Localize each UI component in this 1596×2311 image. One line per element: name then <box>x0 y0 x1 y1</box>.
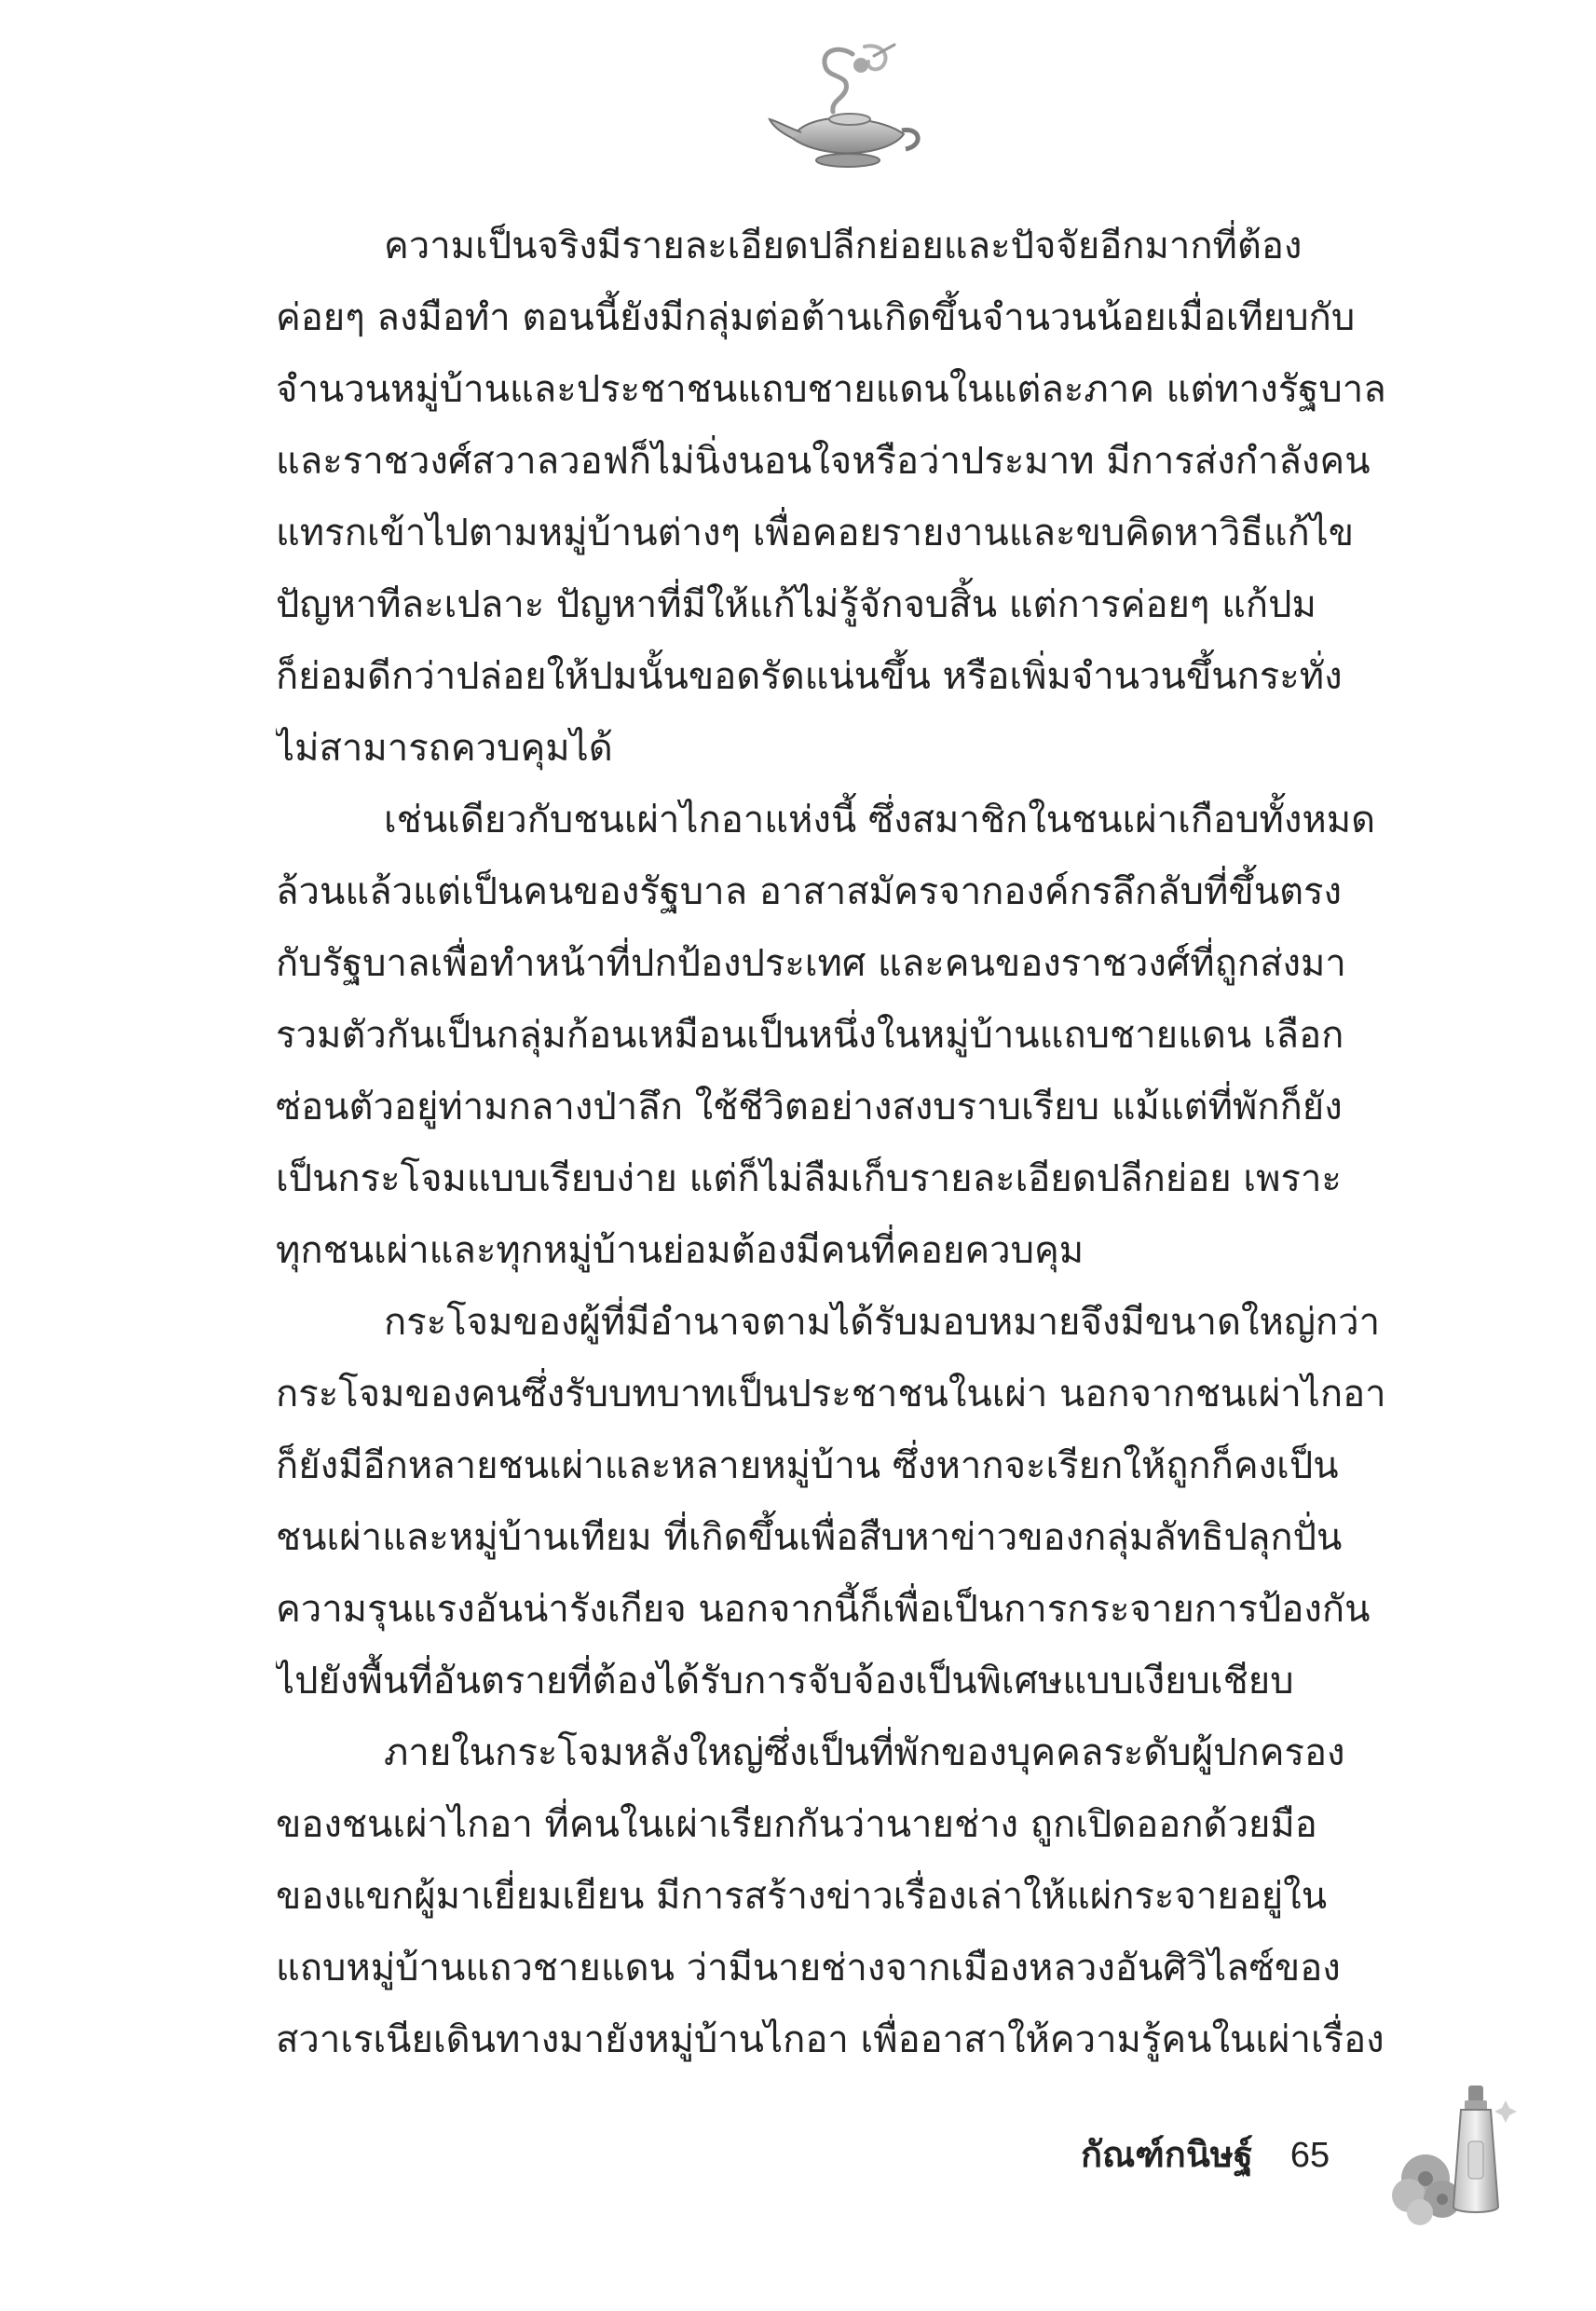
text-line: ทุกชนเผ่าและทุกหมู่บ้านย่อมต้องมีคนที่คอยควบคุม <box>276 1229 1084 1272</box>
text-line: ชนเผ่าและหมู่บ้านเทียม ที่เกิดขึ้นเพื่อสืบหาข่าวของกลุ่มลัทธิปลุกปั่น <box>276 1516 1343 1559</box>
text-line: ความเป็นจริงมีรายละเอียดปลีกย่อยและปัจจัยอีกมากที่ต้อง <box>384 225 1303 267</box>
text-line: กระโจมของผู้ที่มีอำนาจตามได้รับมอบหมายจึงมีขนาดใหญ่กว่า <box>384 1301 1381 1344</box>
text-line: ก็ย่อมดีกว่าปล่อยให้ปมนั้นขอดรัดแน่นขึ้น หรือเพิ่มจำนวนขึ้นกระทั่ง <box>276 655 1343 698</box>
text-line: ของชนเผ่าไกอา ที่คนในเผ่าเรียกกันว่านายช่าง ถูกเปิดออกด้วยมือ <box>276 1803 1317 1846</box>
text-line: ความรุนแรงอันน่ารังเกียจ นอกจากนี้ก็เพื่อเป็นการกระจายการป้องกัน <box>276 1588 1371 1631</box>
genie-lamp-icon <box>764 37 932 177</box>
text-line: ภายในกระโจมหลังใหญ่ซึ่งเป็นที่พักของบุคคลระดับผู้ปกครอง <box>384 1731 1345 1774</box>
text-line: ค่อยๆ ลงมือทำ ตอนนี้ยังมีกลุ่มต่อต้านเกิดขึ้นจำนวนน้อยเมื่อเทียบกับ <box>276 296 1356 339</box>
text-line: ไม่สามารถควบคุมได้ <box>276 727 613 770</box>
text-line: แทรกเข้าไปตามหมู่บ้านต่างๆ เพื่อคอยรายงานและขบคิดหาวิธีแก้ไข <box>276 512 1355 554</box>
text-line: กระโจมของคนซึ่งรับบทบาทเป็นประชาชนในเผ่า นอกจากชนเผ่าไกอา <box>276 1373 1386 1415</box>
text-line: และราชวงศ์สวาลวอฟก็ไม่นิ่งนอนใจหรือว่าประมาท มีการส่งกำลังคน <box>276 440 1371 483</box>
text-line: ก็ยังมีอีกหลายชนเผ่าและหลายหมู่บ้าน ซึ่งหากจะเรียกให้ถูกก็คงเป็น <box>276 1444 1339 1487</box>
text-line: ซ่อนตัวอยู่ท่ามกลางป่าลึก ใช้ชีวิตอย่างสงบราบเรียบ แม้แต่ที่พักก็ยัง <box>276 1086 1343 1128</box>
body-text <box>276 211 1403 2076</box>
text-line: เช่นเดียวกับชนเผ่าไกอาแห่งนี้ ซึ่งสมาชิกในชนเผ่าเกือบทั้งหมด <box>384 799 1376 841</box>
text-line: สวาเรเนียเดินทางมายังหมู่บ้านไกอา เพื่ออาสาให้ความรู้คนในเผ่าเรื่อง <box>276 2018 1385 2061</box>
text-line: ของแขกผู้มาเยี่ยมเยียน มีการสร้างข่าวเรื่องเล่าให้แผ่กระจายอยู่ใน <box>276 1875 1328 1918</box>
text-line: ไปยังพื้นที่อันตรายที่ต้องได้รับการจับจ้องเป็นพิเศษแบบเงียบเชียบ <box>276 1660 1294 1702</box>
text-line: จำนวนหมู่บ้านและประชาชนแถบชายแดนในแต่ละภาค แต่ทางรัฐบาล <box>276 368 1386 411</box>
text-line: เป็นกระโจมแบบเรียบง่าย แต่ก็ไม่ลืมเก็บรายละเอียดปลีกย่อย เพราะ <box>276 1157 1342 1200</box>
text-line: ล้วนแล้วแต่เป็นคนของรัฐบาล อาสาสมัครจากองค์กรลึกลับที่ขึ้นตรง <box>276 870 1343 913</box>
perfume-bottle-flowers-icon <box>1388 2067 1528 2225</box>
text-line: ปัญหาทีละเปลาะ ปัญหาที่มีให้แก้ไม่รู้จักจบสิ้น แต่การค่อยๆ แก้ปม <box>276 583 1316 626</box>
text-line: กับรัฐบาลเพื่อทำหน้าที่ปกป้องประเทศ และคนของราชวงศ์ที่ถูกส่งมา <box>276 942 1346 985</box>
page-number: 65 <box>1289 2136 1330 2175</box>
text-line: แถบหมู่บ้านแถวชายแดน ว่ามีนายช่างจากเมืองหลวงอันศิวิไลซ์ของ <box>276 1947 1341 1990</box>
text-line: รวมตัวกันเป็นกลุ่มก้อนเหมือนเป็นหนึ่งในหมู่บ้านแถบชายแดน เลือก <box>276 1014 1344 1057</box>
book-title: กัณฑ์กนิษฐ์ <box>1081 2134 1253 2175</box>
page-footer <box>1081 2126 1330 2182</box>
